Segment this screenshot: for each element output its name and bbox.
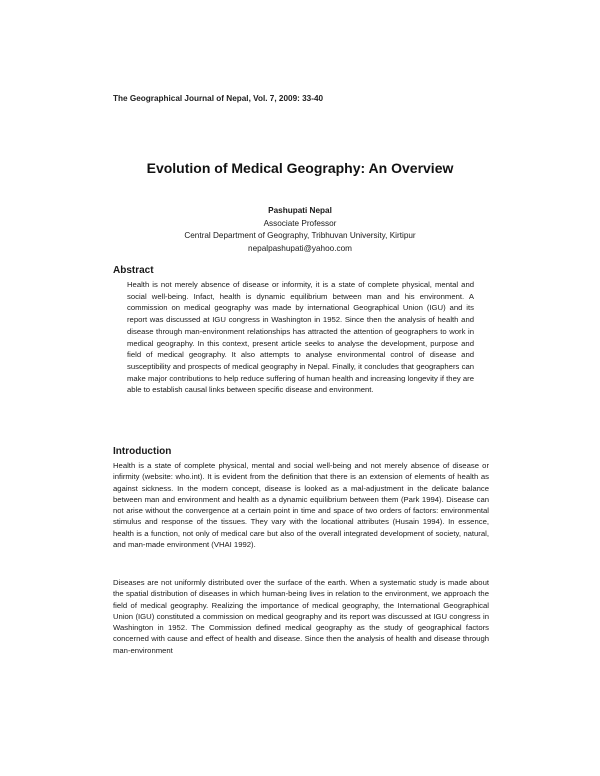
author-affiliation: Central Department of Geography, Tribhuvan University, Kirtipur: [184, 231, 416, 240]
introduction-paragraph-2: Diseases are not uniformly distributed over the surface of the earth. When a systematic study is made about the spatial distribution of diseases in which human-being lives in relation to the environment, we approach the field of medical geography. Realizing the importance of medical geography, the International Geographical Union (IGU) constituted a commission on medical geography and its report was discussed at IGU congress in Washington in 1952. The Commission defined medical geography as the study of geographical factors concerned with cause and effect of health and disease. Since then the analysis of health and disease through man-environment: [113, 578, 489, 655]
author-position: Associate Professor: [263, 218, 337, 228]
article-title: Evolution of Medical Geography: An Overview: [146, 160, 454, 176]
author-block: [0, 205, 600, 255]
introduction-heading: Introduction: [113, 446, 172, 457]
abstract-text: Health is not merely absence of disease or informity, it is a state of complete physical, mental and social well-being. Infact, health is dynamic equilibrium between man and his environment. A commission on medical geography was made by international Geographical Union (IGU) and its report was discussed at IGU congress in Washington in 1952. Since then the analysis of health and disease through man-environment relationships has attracted the attention of geographers to work in medical geography. In this context, present article seeks to analyse the development, purpose and field of medical geography. It also attempts to analyse environmental control of disease and susceptibility and prospects of medical geography in Nepal. Finally, it concludes that geographers can make major contributions to help reduce suffering of human health and increasing longevity if they are able to establish causal links between specific disease and environment.: [127, 280, 474, 395]
journal-citation: The Geographical Journal of Nepal, Vol. 7, 2009: 33-40: [113, 94, 324, 103]
introduction-paragraph-1: Health is a state of complete physical, mental and social well-being and not merely absence of disease or infirmity (website: who.int). It is evident from the definition that there is an extension of elements of health as against sickness. In the modern concept, disease is looked as a mal-adjustment in the delicate balance between man and environment and health as a dynamic equilibrium between them (Park 1994). Disease can not arise without the convergence at a certain point in time and space of two orders of factors: environmental stimulus and response of the tissues. They vary with the locational attributes (Husain 1994). In essence, health is a function, not only of medical care but also of the overall integrated development of society, natural, and man-made environment (VHAI 1992).: [113, 461, 489, 550]
author-name: Pashupati Nepal: [268, 206, 332, 215]
author-email: nepalpashupati@yahoo.com: [248, 243, 352, 253]
abstract-heading: Abstract: [113, 265, 154, 276]
